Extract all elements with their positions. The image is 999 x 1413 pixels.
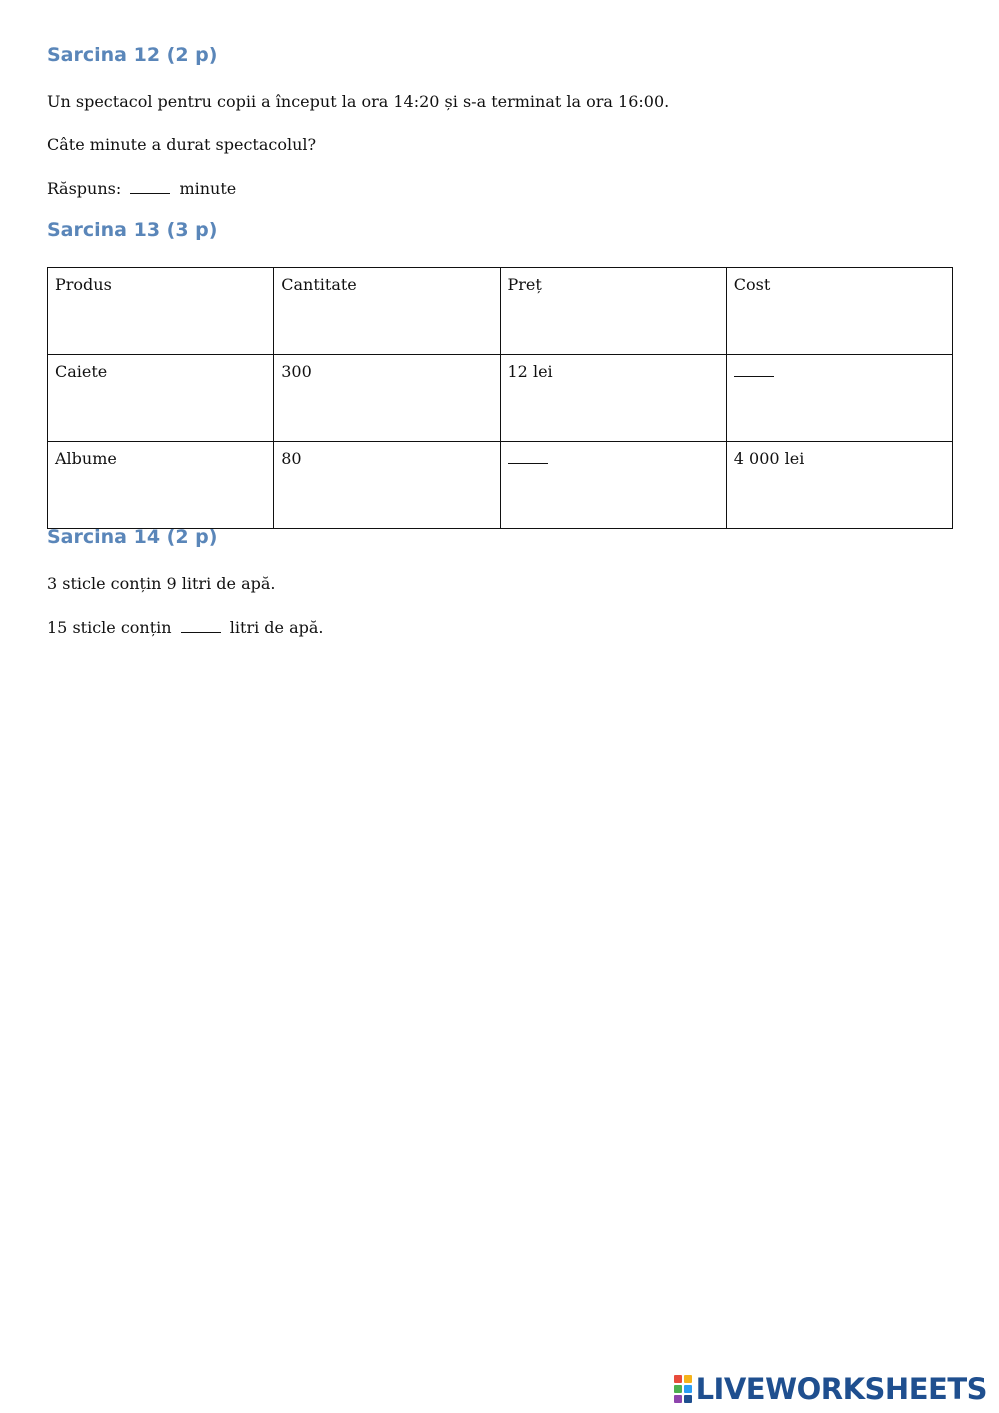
cell-product: Albume [48,442,274,529]
answer-blank-price[interactable] [508,454,548,464]
cell-cost: 4 000 lei [726,442,952,529]
task14-statement: 3 sticle conțin 9 litri de apă. [47,574,276,593]
table-row [48,442,953,529]
header-cost: Cost [726,268,952,355]
price-table [47,267,953,529]
task12-statement: Un spectacol pentru copii a început la ora 14:20 și s-a terminat la ora 16:00. [47,92,670,111]
answer-blank-minutes[interactable] [130,192,170,194]
header-pret: Preț [500,268,726,355]
cell-quantity: 300 [274,355,500,442]
cell-price-blank[interactable] [500,442,726,529]
cell-product: Caiete [48,355,274,442]
answer-suffix: minute [179,179,237,198]
task12-answer-line [47,179,236,198]
task12-heading: Sarcina 12 (2 p) [47,44,218,66]
logo-text: LIVEWORKSHEETS [695,1372,987,1406]
header-cantitate: Cantitate [274,268,500,355]
liveworksheets-logo [674,1373,987,1405]
answer-prefix: Răspuns: [47,179,122,198]
cell-cost-blank[interactable] [726,355,952,442]
task14-heading: Sarcina 14 (2 p) [47,526,218,548]
table-row [48,355,953,442]
cell-quantity: 80 [274,442,500,529]
line2-prefix: 15 sticle conțin [47,618,172,637]
table-header-row [48,268,953,355]
answer-blank-liters[interactable] [181,631,221,633]
line2-suffix: litri de apă. [229,618,324,637]
task13-heading: Sarcina 13 (3 p) [47,219,218,241]
logo-mark-icon [674,1375,692,1403]
task12-question: Câte minute a durat spectacolul? [47,135,317,154]
answer-blank-cost[interactable] [734,367,774,377]
cell-price: 12 lei [500,355,726,442]
header-produs: Produs [48,268,274,355]
task14-answer-line [47,618,324,637]
